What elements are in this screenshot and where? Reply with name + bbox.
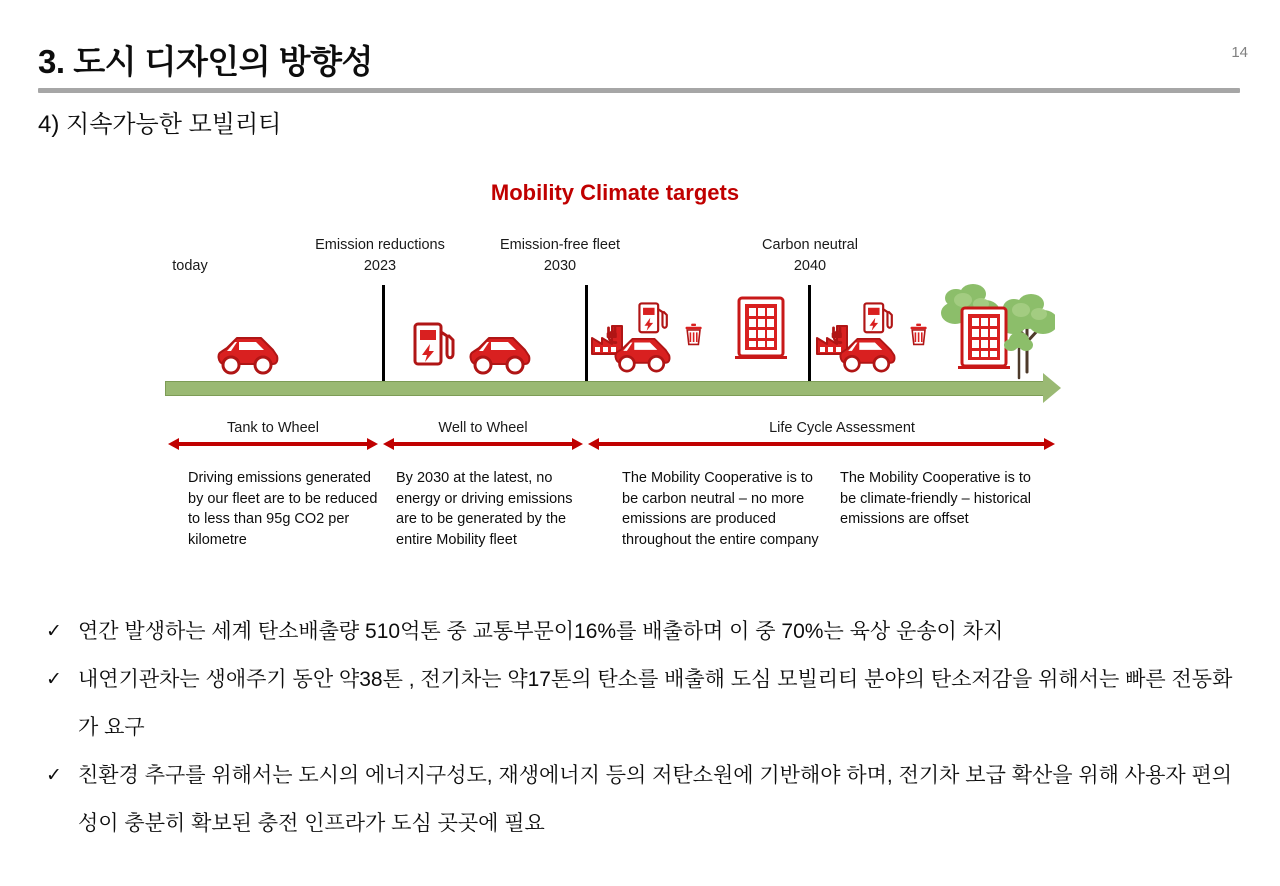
timeline-track [165, 381, 1045, 396]
bullet-list [42, 608, 1252, 848]
car-icon-today [219, 338, 278, 373]
bullet-text: 친환경 추구를 위해서는 도시의 에너지구성도, 재생에너지 등의 저탄소원에 기반해야 하며, 전기차 보급 확산을 위해 사용자 편의성이 충분히 확보된 충전 인프라가 도심 곳곳에 필요 [78, 764, 1233, 835]
timeline-arrow-head-icon [1043, 373, 1061, 403]
milestone-year: 2023 [363, 258, 397, 274]
arrow-shaft [391, 442, 575, 446]
bullet-text: 내연기관차는 생애주기 동안 약38톤 , 전기차는 약17톤의 탄소를 배출해 도심 모빌리티 분야의 탄소저감을 위해서는 빠른 전동화가 요구 [78, 668, 1233, 739]
phase-arrow-well-to-wheel [383, 438, 583, 450]
figure-title: Mobility Climate targets [490, 180, 740, 205]
milestone-label-2030 [500, 235, 620, 277]
bullet-item-2 [42, 656, 1252, 752]
arrow-shaft [176, 442, 370, 446]
page-title: 3. 도시 디자인의 방향성 [38, 43, 373, 80]
milestone-name: Emission-free fleet [499, 237, 621, 253]
title-divider [38, 88, 1240, 93]
arrow-head-right-icon [367, 438, 378, 450]
phase-arrow-tank-to-wheel [168, 438, 378, 450]
charging-station-icon-2040 [864, 303, 891, 332]
car-icon-2023 [471, 338, 530, 373]
milestone-year: 2040 [793, 258, 827, 274]
building-icon-2030 [735, 298, 787, 359]
timeline-illustrations [165, 278, 1055, 388]
phase-label-tank-to-wheel: Tank to Wheel [227, 420, 319, 436]
milestone-label-today [172, 256, 207, 277]
check-icon: ✓ [46, 669, 62, 690]
bullet-text: 연간 발생하는 세계 탄소배출량 510억톤 중 교통부문이16%를 배출하며 이 중 70%는 육상 운송이 차지 [78, 620, 1004, 643]
phase-label-well-to-wheel: Well to Wheel [438, 420, 528, 436]
page-subtitle: 4) 지속가능한 모빌리티 [38, 111, 282, 138]
phase-description-climate-friendly: The Mobility Cooperative is to be climate-friendly – historical emissions are offset [840, 470, 1031, 527]
milestone-name: today [172, 258, 208, 274]
trashcan-icon-2030 [686, 324, 702, 345]
bullet-item-1 [42, 608, 1252, 656]
check-icon: ✓ [46, 765, 62, 786]
bullet-item-3 [42, 752, 1252, 848]
check-icon: ✓ [46, 621, 62, 642]
phase-label-life-cycle-assessment: Life Cycle Assessment [769, 420, 915, 436]
milestone-name: Carbon neutral [762, 237, 858, 253]
phase-arrow-life-cycle-assessment [588, 438, 1055, 450]
milestone-label-2023 [315, 235, 445, 277]
arrow-shaft [596, 442, 1047, 446]
mobility-climate-targets-figure [0, 160, 1280, 600]
phase-description-carbon-neutral: The Mobility Cooperative is to be carbon neutral – no more emissions are produced throughout the entire company [622, 470, 819, 548]
arrow-head-right-icon [1044, 438, 1055, 450]
charging-station-icon-2030 [639, 303, 666, 332]
arrow-head-right-icon [572, 438, 583, 450]
milestone-year: 2030 [543, 258, 577, 274]
factory-icon-2030 [592, 326, 622, 354]
milestone-name: Emission reductions [315, 237, 445, 253]
trashcan-icon-2040 [911, 324, 927, 345]
factory-icon-2040 [817, 326, 847, 354]
building-icon-2040 [958, 308, 1010, 369]
phase-description-tank-to-wheel: Driving emissions generated by our fleet are to be reduced to less than 95g CO2 per kilometre [188, 470, 378, 548]
page-number: 14 [1231, 44, 1248, 61]
charging-station-icon-2023 [415, 324, 453, 364]
milestone-label-2040 [762, 235, 858, 277]
phase-description-well-to-wheel: By 2030 at the latest, no energy or driving emissions are to be generated by the entire Mobility fleet [396, 470, 573, 548]
tree-icon-small [1004, 332, 1033, 378]
